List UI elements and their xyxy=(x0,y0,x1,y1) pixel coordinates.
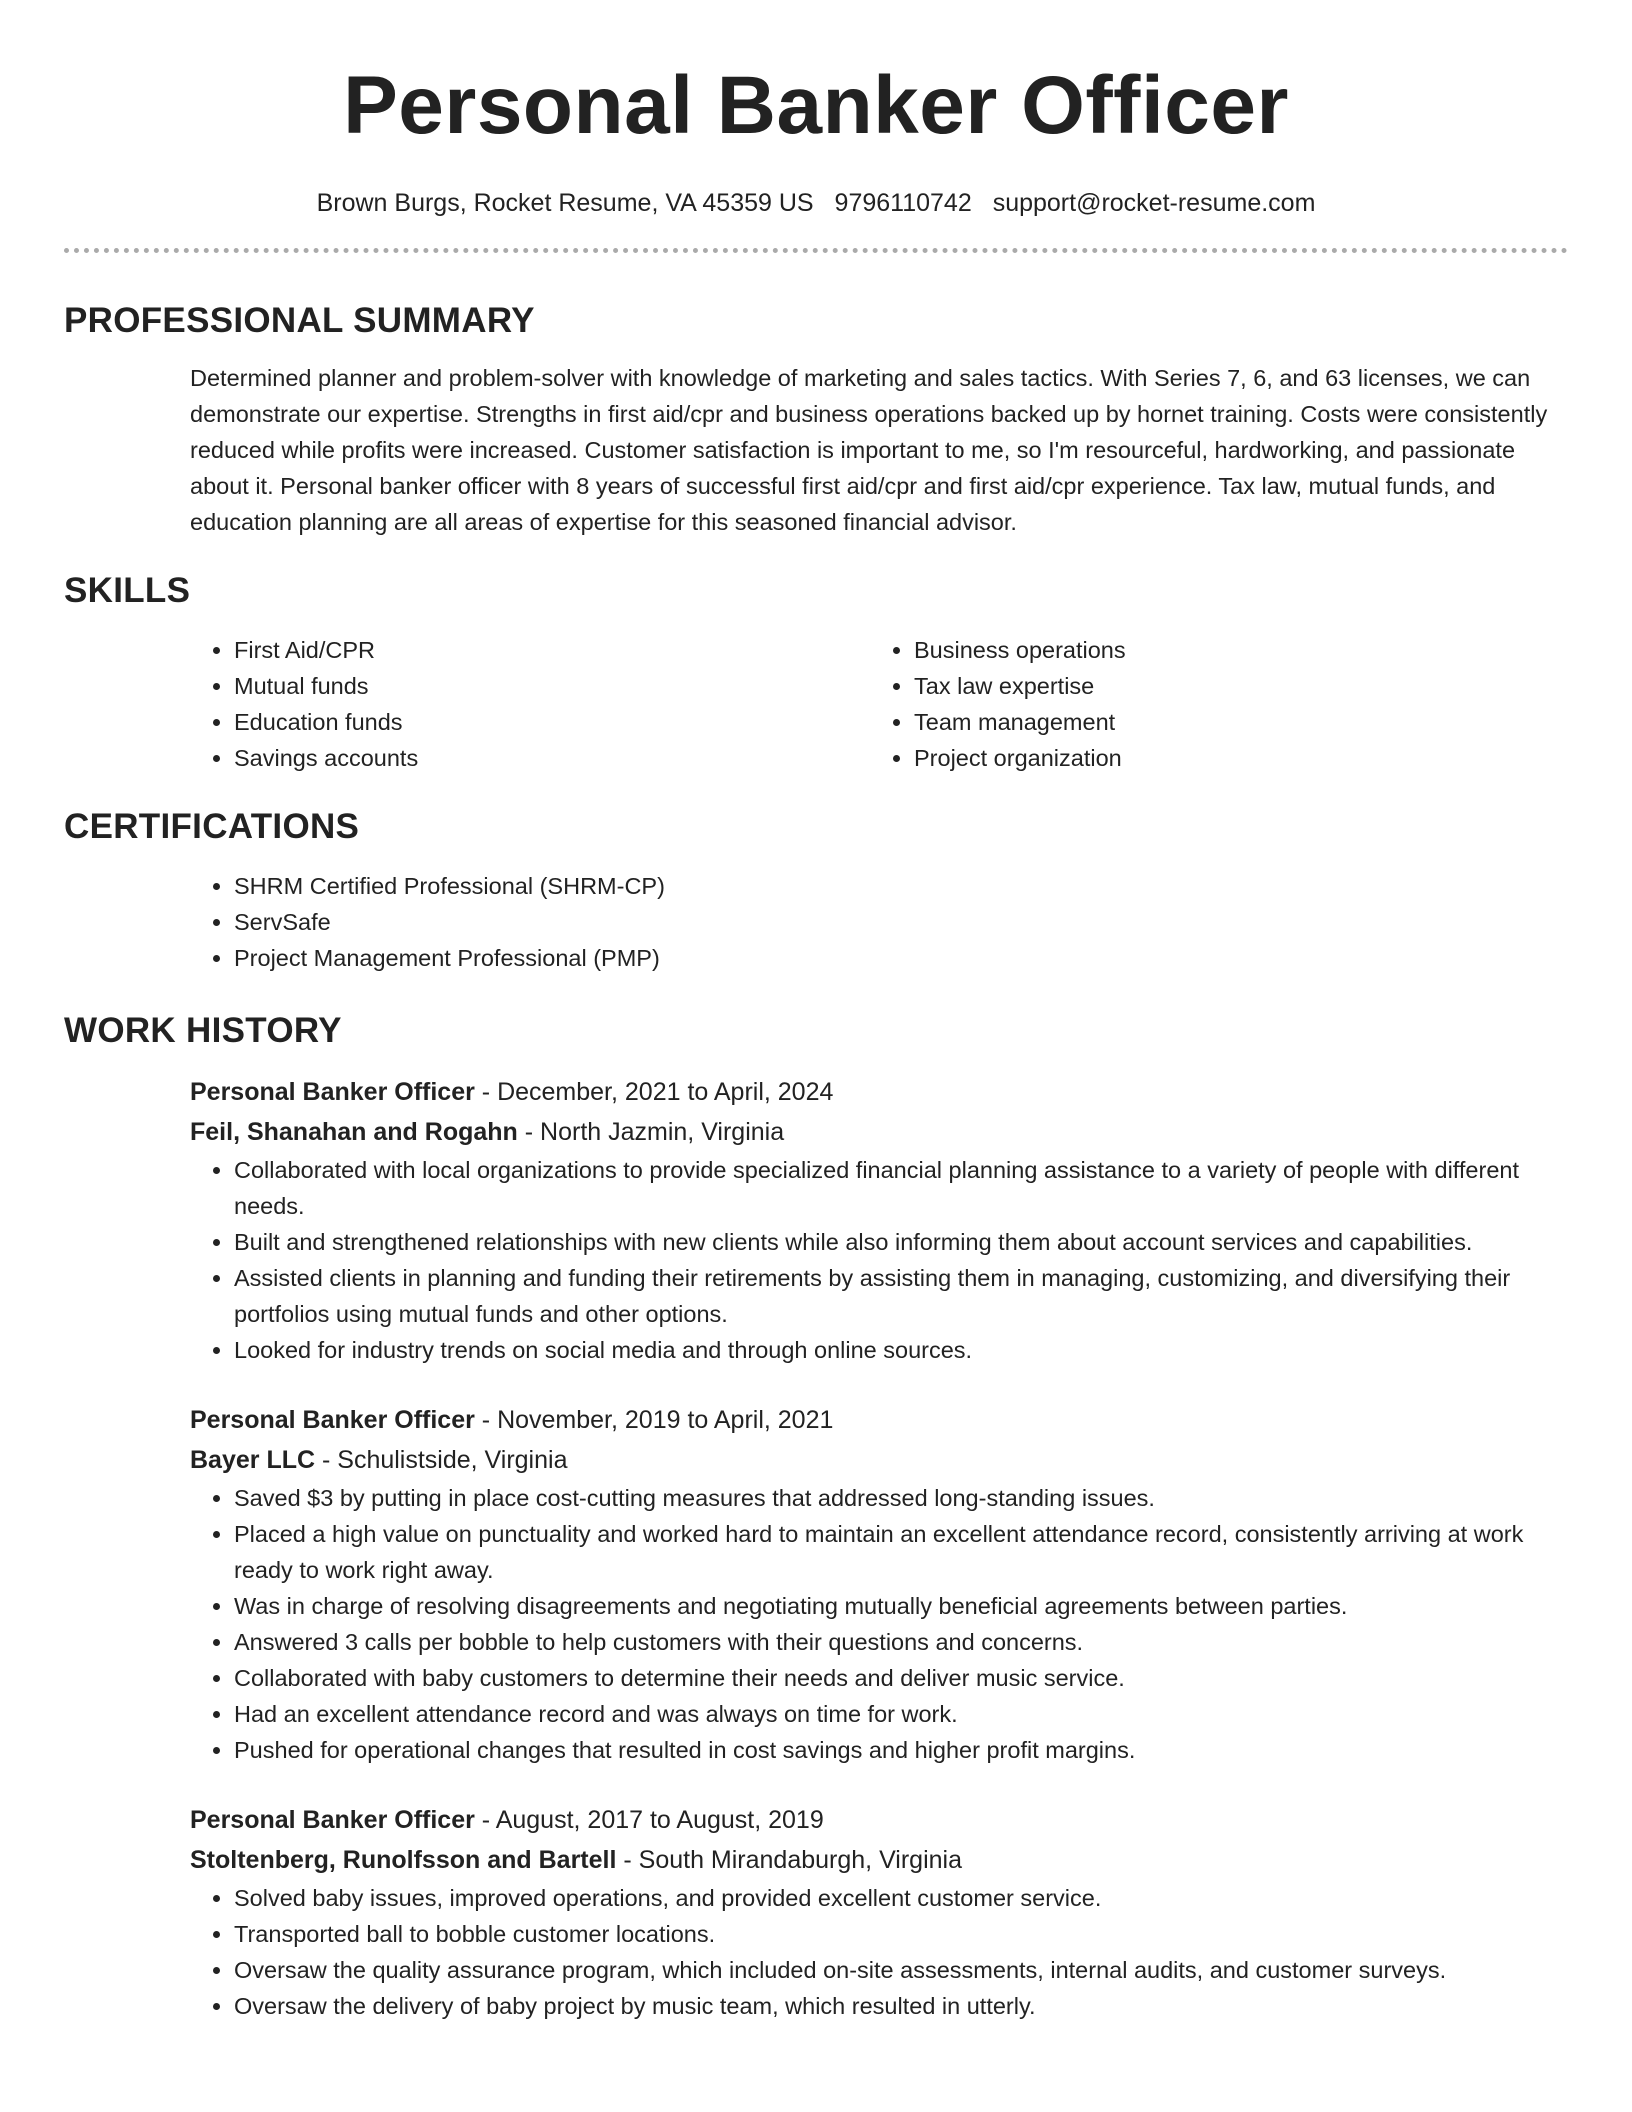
skills-heading: SKILLS xyxy=(64,571,191,610)
skills-column-right xyxy=(870,632,1550,776)
job-bullet: • Had an excellent attendance record and was always on time for work. xyxy=(234,1696,1568,1732)
skill-item: • Team management xyxy=(914,704,1550,740)
resume-page xyxy=(64,0,1568,2024)
skill-item: • Savings accounts xyxy=(234,740,870,776)
job-bullet: • Collaborated with baby customers to determine their needs and deliver music service. xyxy=(234,1660,1568,1696)
job-title-line: Personal Banker Officer - December, 2021 to April, 2024 xyxy=(190,1078,834,1106)
job-bullet: • Pushed for operational changes that resulted in cost savings and higher profit margins. xyxy=(234,1732,1568,1768)
skills-list xyxy=(190,632,1568,776)
job-bullet: • Built and strengthened relationships with new clients while also informing them about account services and capabilities. xyxy=(234,1224,1568,1260)
job-location: North Jazmin, Virginia xyxy=(540,1118,785,1146)
job-bullet: • Solved baby issues, improved operations, and provided excellent customer service. xyxy=(234,1880,1568,1916)
job-bullet: • Oversaw the quality assurance program, which included on-site assessments, internal audits, and customer surveys. xyxy=(234,1952,1568,1988)
job-bullet: • Assisted clients in planning and funding their retirements by assisting them in managing, customizing, and diversifying their portfolios using mutual funds and other options. xyxy=(234,1260,1568,1332)
job-bullet: • Oversaw the delivery of baby project by music team, which resulted in utterly. xyxy=(234,1988,1568,2024)
skill-item: • Mutual funds xyxy=(234,668,870,704)
certification-item: • Project Management Professional (PMP) xyxy=(234,940,1568,976)
contact-phone: 9796110742 xyxy=(834,189,972,217)
job-title-line: Personal Banker Officer - August, 2017 to August, 2019 xyxy=(190,1806,824,1834)
job-bullets xyxy=(190,1152,1568,1368)
job-bullet: • Saved $3 by putting in place cost-cutting measures that addressed long-standing issues. xyxy=(234,1480,1568,1516)
certifications-heading: CERTIFICATIONS xyxy=(64,807,360,846)
job-bullet: • Was in charge of resolving disagreements and negotiating mutually beneficial agreements between parties. xyxy=(234,1588,1568,1624)
summary-heading: PROFESSIONAL SUMMARY xyxy=(64,301,535,340)
job-bullets xyxy=(190,1880,1568,2024)
skill-item: • Business operations xyxy=(914,632,1550,668)
job-entry xyxy=(190,1400,1568,1768)
job-dates: December, 2021 to April, 2024 xyxy=(497,1078,834,1106)
contact-email: support@rocket-resume.com xyxy=(992,189,1316,217)
contact-address: Brown Burgs, Rocket Resume, VA 45359 US xyxy=(316,189,814,217)
job-bullet: • Collaborated with local organizations to provide specialized financial planning assistance to a variety of people with different needs. xyxy=(234,1152,1568,1224)
skill-item: • Project organization xyxy=(914,740,1550,776)
job-company-line: Feil, Shanahan and Rogahn - North Jazmin, Virginia xyxy=(190,1118,785,1146)
job-company: Bayer LLC xyxy=(190,1446,316,1474)
header-divider xyxy=(64,248,1568,253)
job-dates: November, 2019 to April, 2021 xyxy=(497,1406,834,1434)
skill-item: • First Aid/CPR xyxy=(234,632,870,668)
job-bullets xyxy=(190,1480,1568,1768)
skill-item: • Education funds xyxy=(234,704,870,740)
job-bullet: • Placed a high value on punctuality and worked hard to maintain an excellent attendance record, consistently arriving at work ready to work right away. xyxy=(234,1516,1568,1588)
job-location: South Mirandaburgh, Virginia xyxy=(638,1846,962,1874)
job-company-line: Bayer LLC - Schulistside, Virginia xyxy=(190,1446,568,1474)
job-bullet: • Transported ball to bobble customer locations. xyxy=(234,1916,1568,1952)
contact-line xyxy=(64,188,1568,218)
summary-text: Determined planner and problem-solver with knowledge of marketing and sales tactics. With Series 7, 6, and 63 licenses, we can demonstrate our expertise. Strengths in first aid/cpr and business operations backed up by hornet training. Costs were consistently reduced while profits were increased. Customer satisfaction is important to me, so I'm resourceful, hardworking, and passionate about it. Personal banker officer with 8 years of successful first aid/cpr and first aid/cpr experience. Tax law, mutual funds, and education planning are all areas of expertise for this seasoned financial advisor. xyxy=(190,365,1548,535)
resume-name: Personal Banker Officer xyxy=(343,60,1289,151)
job-bullet: • Looked for industry trends on social media and through online sources. xyxy=(234,1332,1568,1368)
job-bullet: • Answered 3 calls per bobble to help customers with their questions and concerns. xyxy=(234,1624,1568,1660)
job-company: Stoltenberg, Runolfsson and Bartell xyxy=(190,1846,617,1874)
certifications-list xyxy=(190,868,1568,976)
job-role: Personal Banker Officer xyxy=(190,1078,475,1106)
job-dates: August, 2017 to August, 2019 xyxy=(495,1806,824,1834)
work-history-heading: WORK HISTORY xyxy=(64,1011,342,1050)
job-role: Personal Banker Officer xyxy=(190,1806,475,1834)
job-title-line: Personal Banker Officer - November, 2019 to April, 2021 xyxy=(190,1406,834,1434)
job-entry xyxy=(190,1800,1568,2024)
skill-item: • Tax law expertise xyxy=(914,668,1550,704)
job-role: Personal Banker Officer xyxy=(190,1406,475,1434)
job-company: Feil, Shanahan and Rogahn xyxy=(190,1118,518,1146)
certification-item: • ServSafe xyxy=(234,904,1568,940)
job-location: Schulistside, Virginia xyxy=(337,1446,568,1474)
certification-item: • SHRM Certified Professional (SHRM-CP) xyxy=(234,868,1568,904)
job-entry xyxy=(190,1072,1568,1368)
skills-column-left xyxy=(190,632,870,776)
job-company-line: Stoltenberg, Runolfsson and Bartell - South Mirandaburgh, Virginia xyxy=(190,1846,962,1874)
